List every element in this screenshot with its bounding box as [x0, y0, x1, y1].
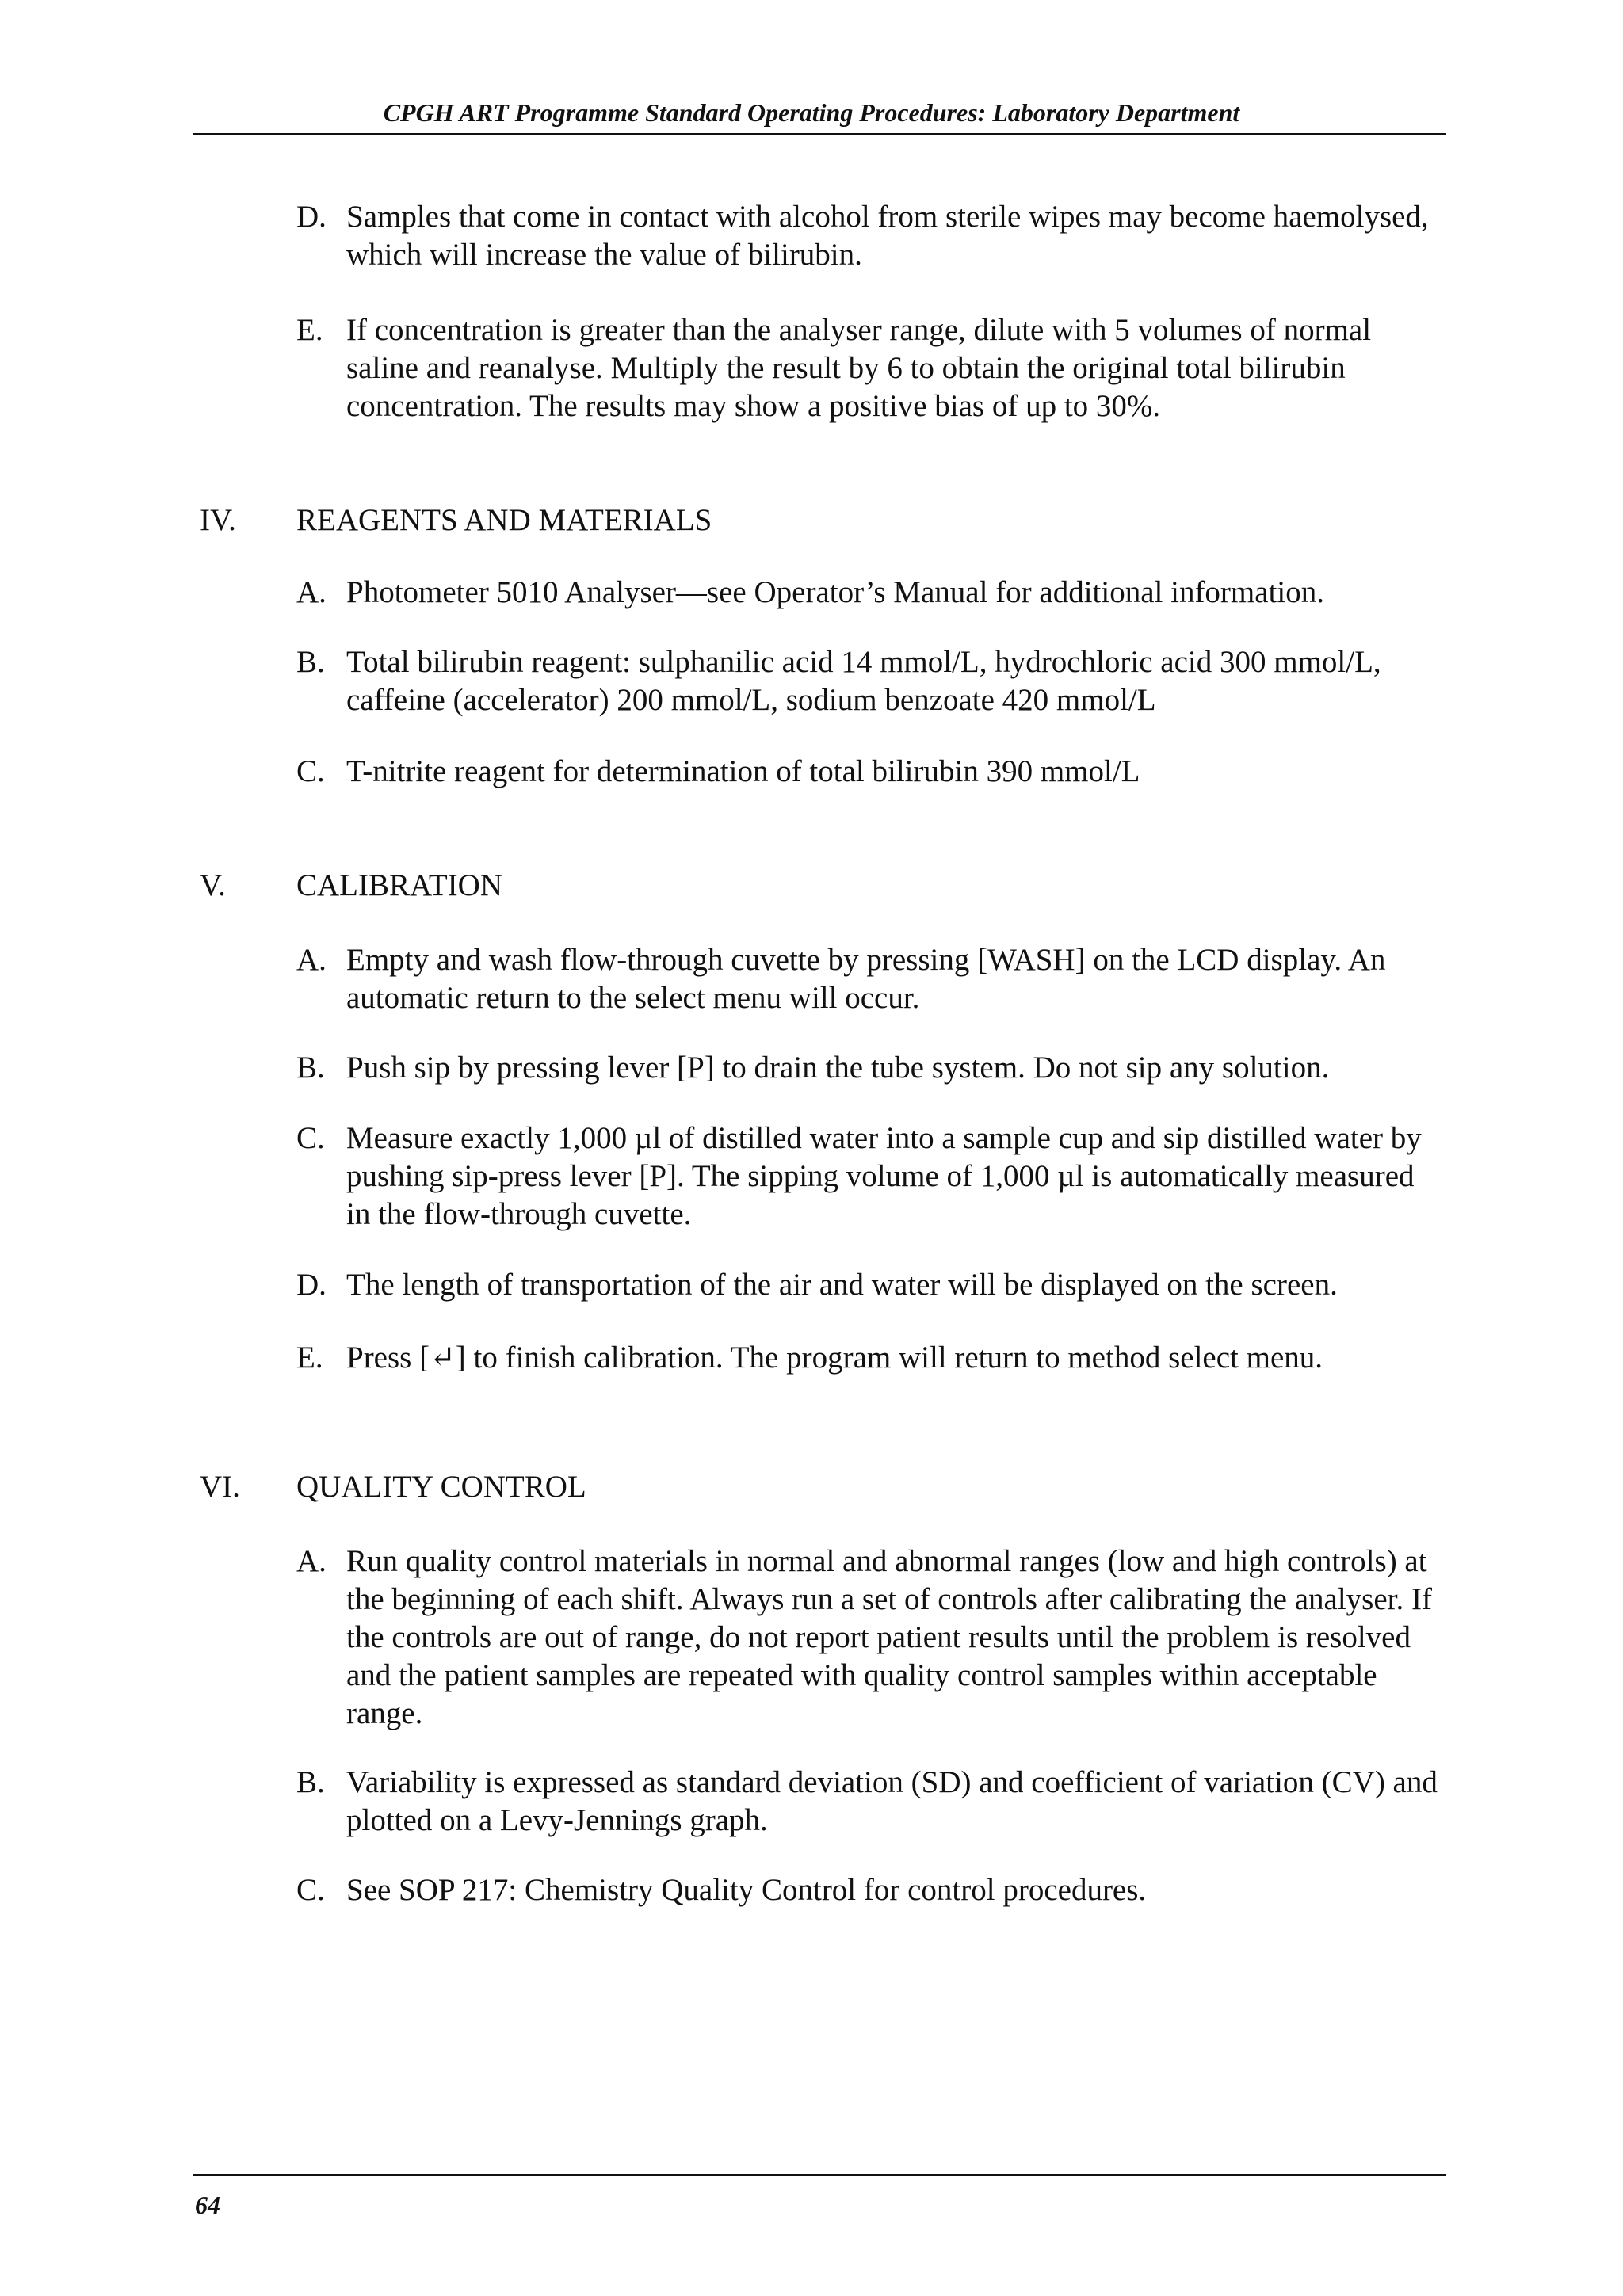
list-item — [296, 753, 1438, 791]
list-item-letter: E. — [296, 1341, 323, 1375]
header-rule — [193, 133, 1446, 135]
list-item — [296, 1266, 1438, 1304]
section-title: CALIBRATION — [296, 868, 502, 902]
list-item-letter: D. — [296, 1268, 327, 1302]
list-item-text: Press [↵] to finish calibration. The program will return to method select menu. — [346, 1341, 1323, 1375]
list-item — [296, 1049, 1438, 1087]
list-item-letter: D. — [296, 200, 327, 234]
list-item-letter: B. — [296, 1765, 325, 1799]
section-number: V. — [200, 868, 226, 902]
list-item-letter: B. — [296, 645, 325, 679]
list-item-letter: B. — [296, 1051, 325, 1085]
running-header: CPGH ART Programme Standard Operating Procedures: Laboratory Department — [383, 98, 1240, 127]
list-item-text: Empty and wash flow-through cuvette by pressing [WASH] on the LCD display. An automatic return to the select menu will occur. — [346, 943, 1386, 1015]
section-title: REAGENTS AND MATERIALS — [296, 503, 712, 537]
list-item-letter: A. — [296, 575, 327, 609]
page-number: 64 — [195, 2191, 220, 2219]
list-item-text: T-nitrite reagent for determination of total bilirubin 390 mmol/L — [346, 754, 1140, 788]
list-item-letter: C. — [296, 1121, 325, 1155]
list-item — [296, 1543, 1438, 1733]
list-item-letter: C. — [296, 1873, 325, 1907]
section-title: QUALITY CONTROL — [296, 1470, 586, 1504]
list-item-letter: A. — [296, 943, 327, 977]
list-item-text: Total bilirubin reagent: sulphanilic acid 14 mmol/L, hydrochloric acid 300 mmol/L, caffeine (accelerator) 200 mmol/L, sodium benzoate 420 mmol/L — [346, 645, 1381, 717]
list-item-text: If concentration is greater than the analyser range, dilute with 5 volumes of normal saline and reanalyse. Multiply the result by 6 to obtain the original total bilirubin concentration. The results may show a positive bias of up to 30%. — [346, 313, 1372, 423]
list-item-letter: E. — [296, 313, 323, 347]
list-item-text: Measure exactly 1,000 µl of distilled water into a sample cup and sip distilled water by pushing sip-press lever [P]. The sipping volume of 1,000 µl is automatically measured in the flow-through cuvette. — [346, 1121, 1422, 1231]
footer-rule — [193, 2174, 1446, 2176]
list-item-text: Push sip by pressing lever [P] to drain the tube system. Do not sip any solution. — [346, 1051, 1330, 1085]
list-item-text: Samples that come in contact with alcohol from sterile wipes may become haemolysed, which will increase the value of bilirubin. — [346, 200, 1429, 272]
list-item — [296, 1764, 1438, 1840]
list-item — [296, 198, 1438, 274]
list-item — [296, 1119, 1438, 1234]
list-item — [296, 1871, 1438, 1909]
list-item-text: Photometer 5010 Analyser—see Operator’s Manual for additional information. — [346, 575, 1324, 609]
list-item-letter: A. — [296, 1544, 327, 1578]
list-item-text: Variability is expressed as standard deviation (SD) and coefficient of variation (CV) and plotted on a Levy-Jennings graph. — [346, 1765, 1438, 1837]
list-item — [296, 1339, 1438, 1377]
list-item-text: See SOP 217: Chemistry Quality Control for control procedures. — [346, 1873, 1147, 1907]
section-number: VI. — [200, 1470, 240, 1504]
list-item-text: The length of transportation of the air and water will be displayed on the screen. — [346, 1268, 1338, 1302]
list-item — [296, 574, 1438, 612]
section-number: IV. — [200, 503, 236, 537]
list-item-letter: C. — [296, 754, 325, 788]
list-item — [296, 941, 1438, 1017]
list-item — [296, 311, 1438, 425]
list-item-text: Run quality control materials in normal and abnormal ranges (low and high controls) at the beginning of each shift. Always run a set of controls after calibrating the analyser. If the controls are out of range, do not report patient results until the problem is resolved and the patient samples are repeated with quality control samples within acceptable range. — [346, 1544, 1432, 1730]
list-item — [296, 643, 1438, 719]
